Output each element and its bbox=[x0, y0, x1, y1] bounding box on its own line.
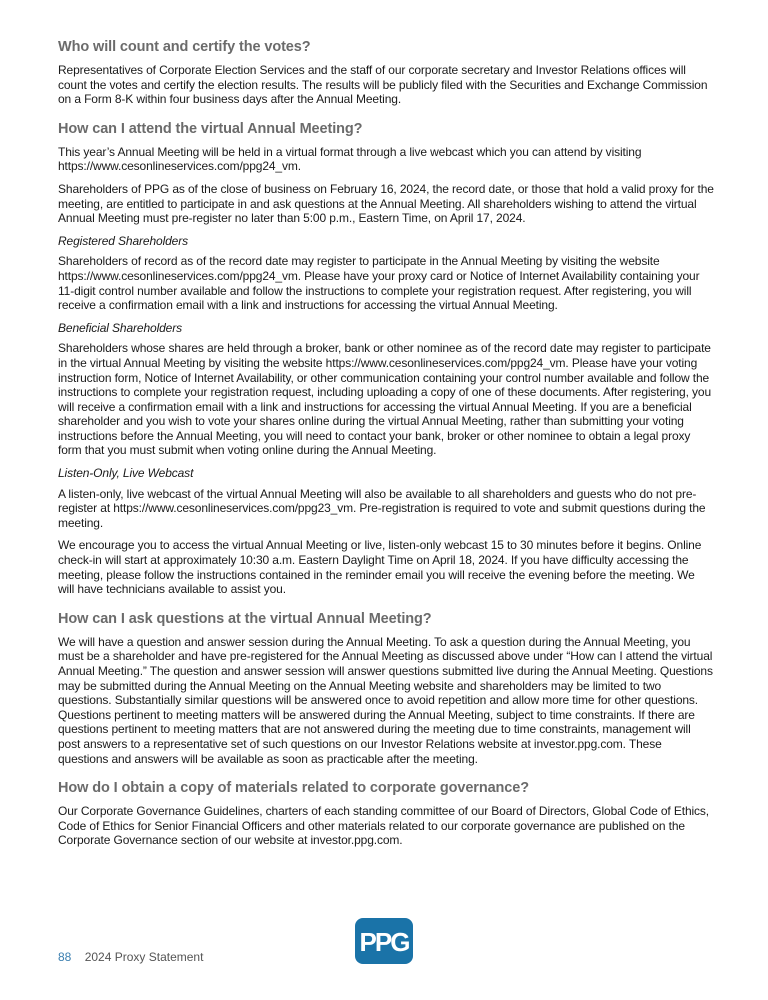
subsection-title-webcast: Listen-Only, Live Webcast bbox=[58, 466, 194, 481]
subsection-title-beneficial: Beneficial Shareholders bbox=[58, 320, 182, 335]
section-heading: How can I ask questions at the virtual Annual Meeting? bbox=[58, 610, 432, 627]
section-ask-questions bbox=[58, 610, 714, 766]
section-heading: Who will count and certify the votes? bbox=[58, 39, 311, 55]
paragraph: Shareholders of PPG as of the close of business on February 16, 2024, the record date, or those that hold a valid proxy for the meeting, are entitled to participate in and ask questions at the Annual Meeting. All shareholders wishing to attend the virtual Annual Meeting must pre-register no later than 5:00 p.m., Eastern Time, on April 17, 2024. bbox=[58, 181, 714, 226]
paragraph: Representatives of Corporate Election Services and the staff of our corporate secretary and Investor Relations offices will count the votes and certify the election results. The results will be publicly filed with the Securities and Exchange Commission on a Form 8-K within four business days after the Annual Meeting. bbox=[58, 63, 708, 107]
paragraph: A listen-only, live webcast of the virtual Annual Meeting will also be available to all shareholders and guests who do not pre-register at https://www.cesonlineservices.com/ppg23_vm. Pre-registration is required to vote and submit questions during the meeting. bbox=[58, 486, 706, 530]
section-heading: How do I obtain a copy of materials related to corporate governance? bbox=[58, 780, 529, 797]
logo-text: PPG bbox=[359, 927, 409, 957]
document-title: 2024 Proxy Statement bbox=[84, 950, 204, 964]
section-heading: How can I attend the virtual Annual Meeting? bbox=[58, 120, 363, 137]
paragraph: Shareholders of record as of the record date may register to participate in the Annual Meeting by visiting the website https://www.cesonlineservices.com/ppg24_vm. Please have your proxy card or Notice of Internet Availability containing your 11-digit control number available and follow the instructions to complete your registration request. After registering, you will receive a confirmation email with a link and instructions for accessing the virtual Annual Meeting. bbox=[58, 254, 700, 313]
paragraph: We will have a question and answer session during the Annual Meeting. To ask a question during the Annual Meeting, you must be a shareholder and have pre-registered for the Annual Meeting as discussed above under “How can I attend the virtual Annual Meeting.” The question and answer session will answer questions submitted live during the Annual Meeting. Questions may be submitted during the Annual Meeting on the Annual Meeting website and shareholders may be limited to two questions. Substantially similar questions will be answered once to avoid repetition and allow more time for other questions. Questions pertinent to meeting matters will be answered during the Annual Meeting, subject to time constraints. If there are questions pertinent to meeting matters that are not answered during the meeting due to time constraints, management will post answers to a representative set of such questions on our Investor Relations website at investor.ppg.com. These questions and answers will be available as soon as practicable after the meeting. bbox=[58, 634, 713, 766]
paragraph: Our Corporate Governance Guidelines, charters of each standing committee of our Board of Directors, Global Code of Ethics, Code of Ethics for Senior Financial Officers and other materials related to our corporate governance are published on the Corporate Governance section of our website at investor.ppg.com. bbox=[58, 804, 710, 848]
paragraph: We encourage you to access the virtual Annual Meeting or live, listen-only webcast 15 to 30 minutes before it begins. Online check-in will start at approximately 10:30 a.m. Eastern Daylight Time on April 18, 2024. If you have difficulty accessing the meeting, please follow the instructions contained in the reminder email you will receive the evening before the meeting. We will have technicians available to assist you. bbox=[58, 538, 702, 597]
page-number: 88 bbox=[58, 950, 72, 964]
paragraph: This year’s Annual Meeting will be held in a virtual format through a live webcast which you can attend by visiting https://www.cesonlineservices.com/ppg24_vm. bbox=[58, 144, 642, 174]
paragraph: Shareholders whose shares are held through a broker, bank or other nominee as of the record date may register to participate in the virtual Annual Meeting by visiting the website https://www.cesonlineservices.com/ppg24_vm. Please have your voting instruction form, Notice of Internet Availability, or other communication containing your control number available and follow the instructions to complete your registration request, including uploading a copy of one of these documents. After registering, you will receive a confirmation email with a link and instructions for accessing the virtual Annual Meeting. If you are a beneficial shareholder and you wish to vote your shares online during the virtual Annual Meeting, rather than submitting your voting instructions before the Annual Meeting, you will need to contact your bank, broker or other nominee to obtain a legal proxy form that you must submit when voting online during the Annual Meeting. bbox=[58, 341, 712, 458]
page-footer bbox=[58, 950, 203, 964]
ppg-logo bbox=[355, 918, 413, 964]
section-governance-materials bbox=[58, 779, 714, 848]
document-body bbox=[58, 38, 714, 861]
subsection-title-registered: Registered Shareholders bbox=[58, 233, 188, 248]
section-count-votes bbox=[58, 38, 714, 107]
section-attend-meeting bbox=[58, 120, 714, 597]
